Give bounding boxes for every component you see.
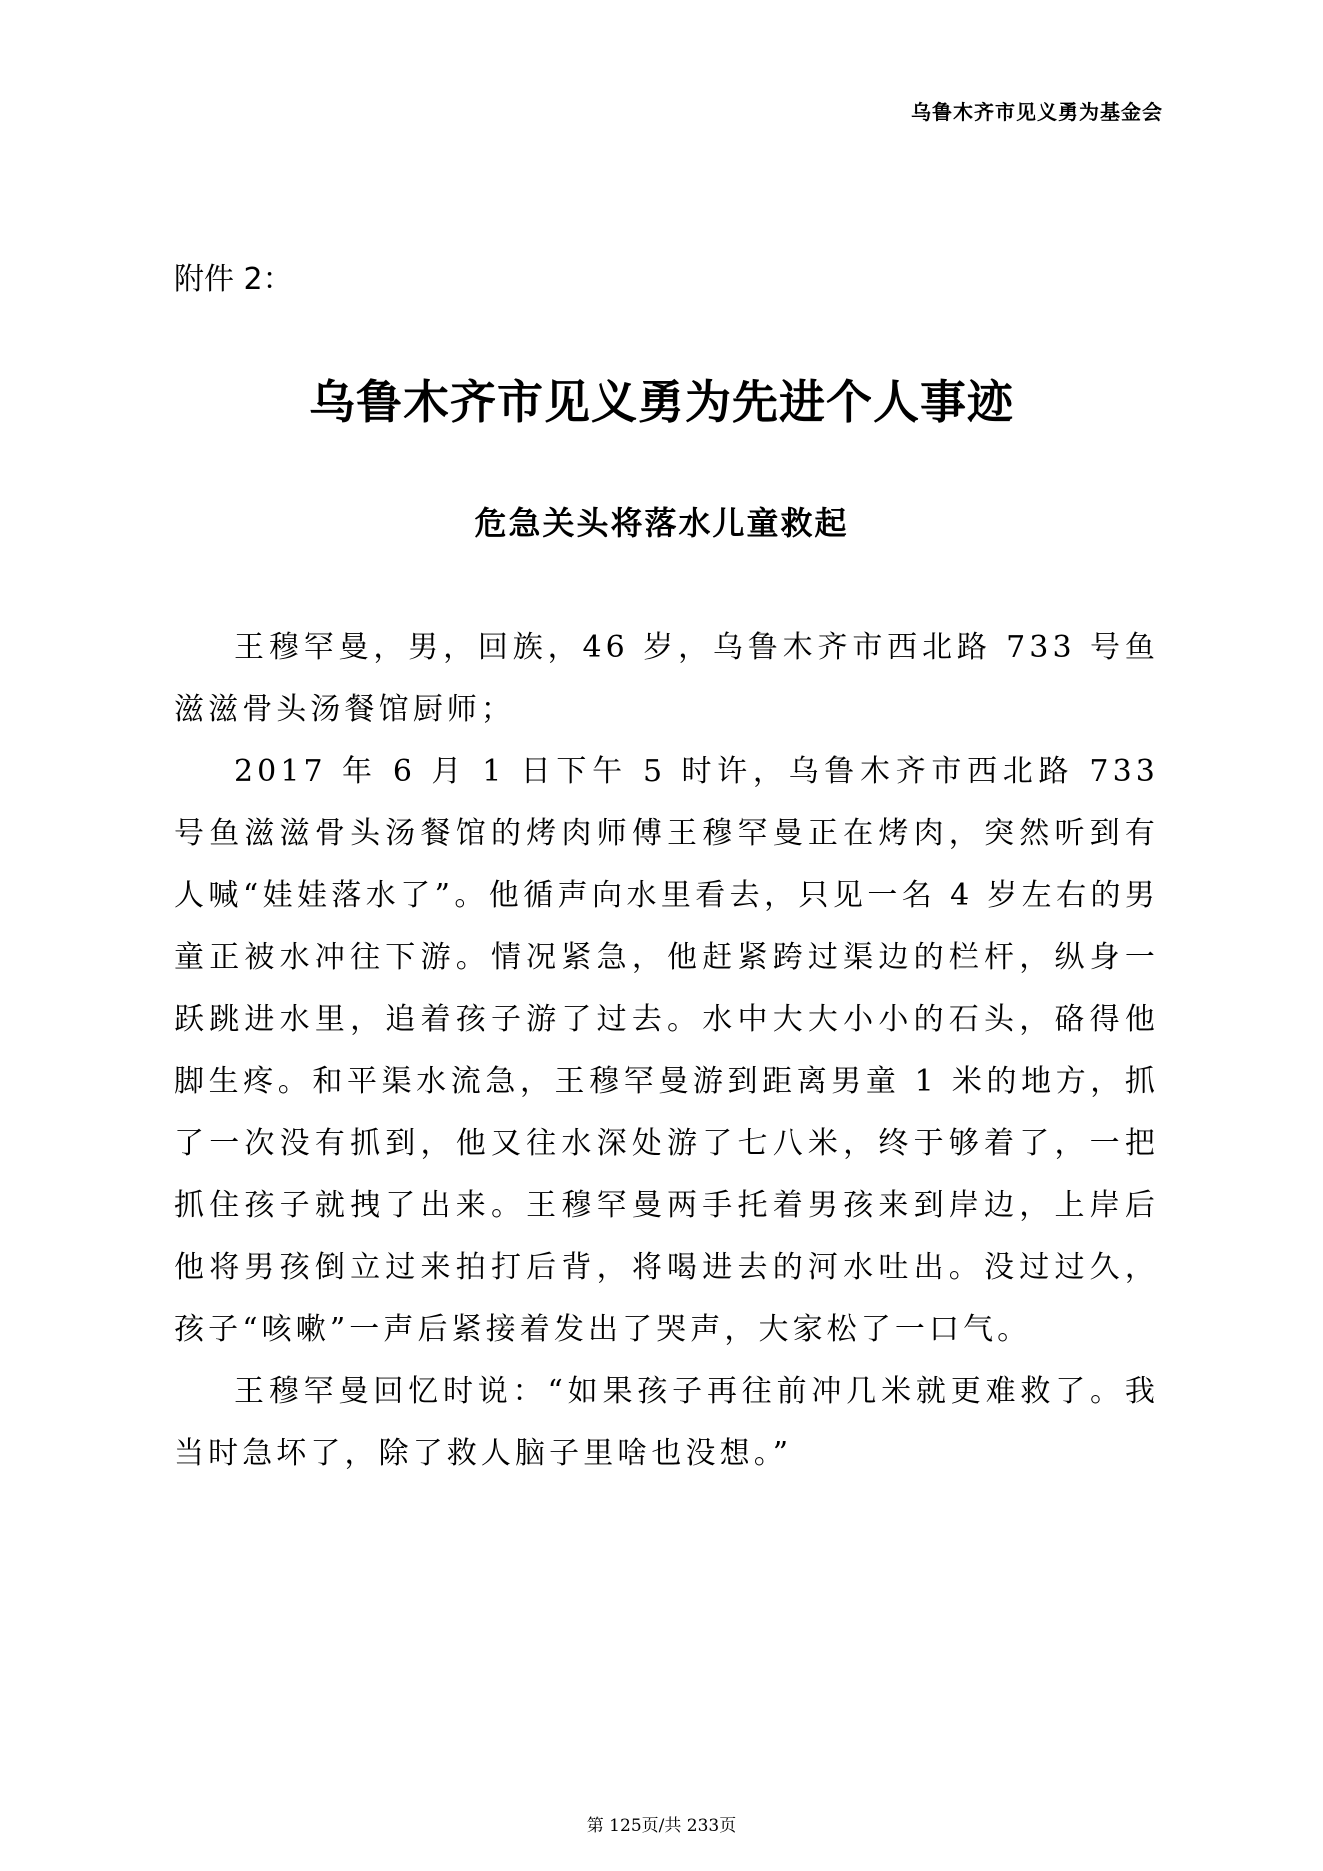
paragraph-quote: 王穆罕曼回忆时说：“如果孩子再往前冲几米就更难救了。我当时急坏了，除了救人脑子里啥也没想。” [174, 1374, 1159, 1471]
paragraph-profile: 王穆罕曼，男，回族，46 岁，乌鲁木齐市西北路 733 号鱼滋滋骨头汤餐馆厨师； [174, 630, 1159, 727]
attachment-label: 附件 2： [174, 262, 293, 297]
organization-header: 乌鲁木齐市见义勇为基金会 [911, 100, 1163, 124]
page-title: 乌鲁木齐市见义勇为先进个人事迹 [309, 375, 1014, 429]
story-subtitle: 危急关头将落水儿童救起 [474, 504, 849, 542]
page-number: 第 125页/共 233页 [586, 1816, 737, 1836]
body-text [174, 617, 1159, 1485]
paragraph-incident: 2017 年 6 月 1 日下午 5 时许，乌鲁木齐市西北路 733 号鱼滋滋骨头汤餐馆的烤肉师傅王穆罕曼正在烤肉，突然听到有人喊“娃娃落水了”。他循声向水里看去，只见一名 4 岁左右的男童正被水冲往下游。情况紧急，他赶紧跨过渠边的栏杆，纵身一跃跳进水里，追着孩子游了过去。水中大大小小的石头，硌得他脚生疼。和平渠水流急，王穆罕曼游到距离男童 1 米的地方，抓了一次没有抓到，他又往水深处游了七八米，终于够着了，一把抓住孩子就拽了出来。王穆罕曼两手托着男孩来到岸边，上岸后他将男孩倒立过来拍打后背，将喝进去的河水吐出。没过过久，孩子“咳嗽”一声后紧接着发出了哭声，大家松了一口气。 [174, 754, 1159, 1347]
